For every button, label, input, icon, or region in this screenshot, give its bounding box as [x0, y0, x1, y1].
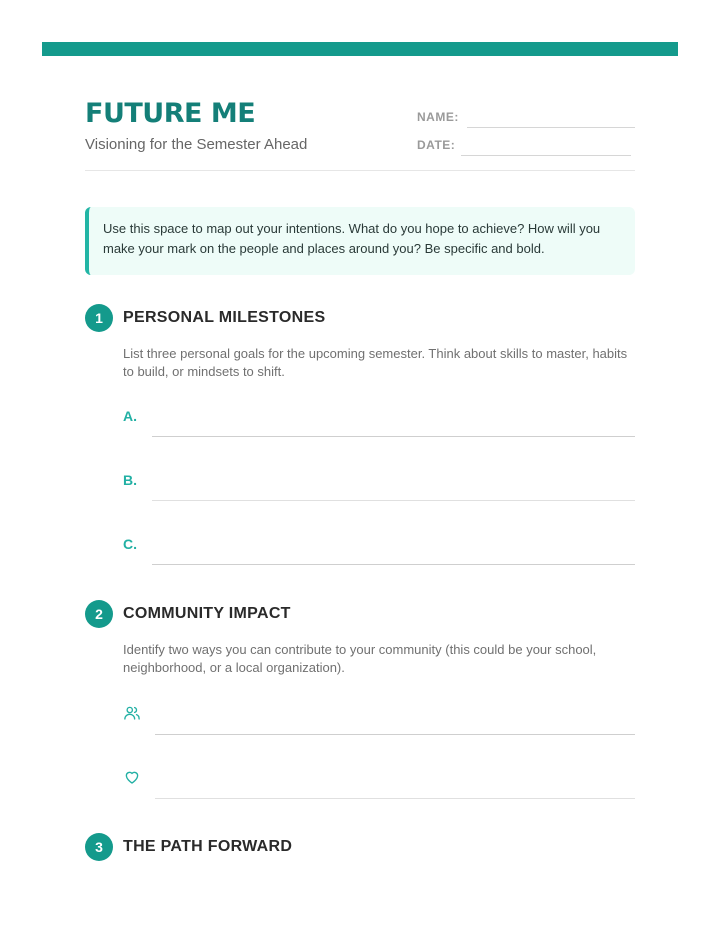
page-title: FUTURE ME: [85, 98, 256, 129]
intro-callout-text: Use this space to map out your intentions. What do you hope to achieve? How will you make your mark on the people and places around you? Be specific and bold.: [103, 221, 601, 256]
section-number-badge: 2: [85, 600, 113, 628]
milestone-answer-b[interactable]: [123, 472, 635, 502]
section-description: Identify two ways you can contribute to your community (this could be your school, neighborhood, or a local organization).: [123, 642, 597, 675]
answer-line[interactable]: [152, 564, 635, 565]
milestone-answer-a[interactable]: [123, 408, 635, 438]
section-title: COMMUNITY IMPACT: [123, 605, 291, 622]
community-answer-1[interactable]: [123, 706, 635, 736]
heart-icon: [123, 768, 141, 786]
answer-letter: A.: [123, 408, 137, 424]
section-personal-milestones: [85, 304, 635, 574]
section-community-impact: [85, 600, 635, 800]
date-input-line[interactable]: [461, 155, 631, 156]
section-path-forward: [85, 833, 635, 873]
answer-line[interactable]: [152, 436, 635, 437]
answer-line[interactable]: [155, 798, 635, 799]
worksheet-header: [85, 98, 635, 171]
section-title: PERSONAL MILESTONES: [123, 309, 326, 326]
section-number-badge: 3: [85, 833, 113, 861]
answer-letter: C.: [123, 536, 137, 552]
intro-callout: [85, 207, 635, 275]
users-icon: [123, 704, 141, 722]
page-subtitle: Visioning for the Semester Ahead: [85, 136, 308, 153]
date-label: DATE:: [417, 138, 456, 152]
section-description: List three personal goals for the upcoming semester. Think about skills to master, habits to build, or mindsets to shift.: [123, 346, 628, 379]
answer-letter: B.: [123, 472, 137, 488]
name-input-line[interactable]: [467, 127, 635, 128]
date-field[interactable]: [417, 136, 635, 156]
answer-line[interactable]: [155, 734, 635, 735]
name-field[interactable]: [417, 108, 635, 128]
section-number-badge: 1: [85, 304, 113, 332]
name-label: NAME:: [417, 110, 459, 124]
milestone-answer-c[interactable]: [123, 536, 635, 566]
section-title: THE PATH FORWARD: [123, 838, 293, 855]
answer-line[interactable]: [152, 500, 635, 501]
top-accent-bar: [42, 42, 678, 56]
community-answer-2[interactable]: [123, 770, 635, 800]
